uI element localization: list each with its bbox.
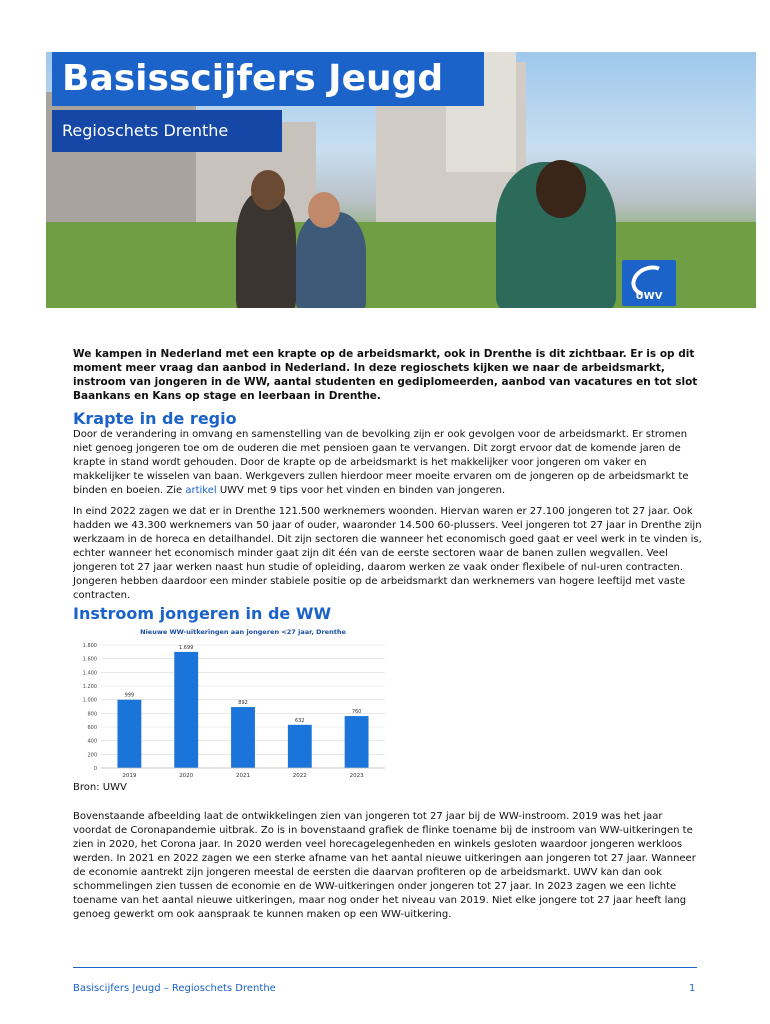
bar <box>117 700 141 768</box>
krapte-paragraph-2: In eind 2022 zagen we dat er in Drenthe 121.500 werknemers woonden. Hiervan waren er 27.100 jongeren tot 27 jaar. Ook hadden we 43.300 werknemers van 50 jaar of ouder, waaronder 14.500 60-plussers. Veel jongeren tot 27 jaar in Drenthe zijn werkzaam in de horeca en detailhandel. Dit zijn sectoren die wanneer het economisch goed gaat er veel werk in te vinden is, echter wanneer het economisch minder gaat zijn dit één van de eerste sectoren waar de banen zullen wegvallen. Veel jongeren tot 27 jaar werken naast hun studie of opleiding, daarom werken ze vaak onder flexibele of nul-uren contracten. Jongeren hebben daardoor een minder stabiele positie op de arbeidsmarkt dan werknemers van hogere leeftijd met vaste contracten. <box>73 506 702 601</box>
data-label: 892 <box>238 700 248 707</box>
x-tick-label: 2022 <box>292 773 307 779</box>
chart-source: Bron: UWV <box>73 782 127 793</box>
bar <box>231 707 255 768</box>
bar <box>288 725 312 768</box>
krapte-text-before-link: Door de verandering in omvang en samenstelling van de bevolking zijn er ook gevolgen voor de arbeidsmarkt. Er stromen niet genoeg jongeren toe om de ouderen die met pensioen gaan te vervangen. Dit zorgt ervoor dat de komende jaren de krapte in stand wordt gehouden. Door de krapte op de arbeidsmarkt is het makkelijker voor jongeren om vaker en makkelijker te wisselen van baan. Werkgevers zullen hierdoor meer moeite ervaren om de jongeren op de arbeidsmarkt te binden en boeien. Zie <box>73 429 689 496</box>
uwv-logo-text: UWV <box>635 291 663 302</box>
footer-divider <box>73 967 697 968</box>
krapte-text-after-link: UWV met 9 tips voor het vinden en binden van jongeren. <box>216 485 506 496</box>
y-tick-label: 1.800 <box>82 643 97 649</box>
x-tick-label: 2021 <box>236 773 250 779</box>
x-tick-label: 2023 <box>349 773 364 779</box>
data-label: 1.699 <box>179 644 194 651</box>
y-tick-label: 600 <box>87 725 97 731</box>
instroom-paragraph: Bovenstaande afbeelding laat de ontwikkelingen zien van jongeren tot 27 jaar bij de WW-instroom. 2019 was het jaar voordat de Coronapandemie uitbrak. Zo is in bovenstaand grafiek de flinke toename bij de instroom van WW-uitkeringen te zien in 2020, het Corona jaar. In 2020 werden veel horecagelegenheden en winkels gesloten waardoor jongeren werkloos werden. In 2021 en 2022 zagen we een sterke afname van het aantal nieuwe uitkeringen aan jongeren tot 27 jaar. Wanneer de economie aantrekt zijn jongeren meestal de eersten die daarvan profiteren op de arbeidsmarkt. UWV kan dan ook schommelingen zien tussen de economie en de WW-uitkeringen onder jongeren tot 27 jaar. In 2023 zagen we een lichte toename van het aantal nieuwe uitkeringen, maar nog onder het niveau van 2019. Niet elke jongere tot 27 jaar heeft lang genoeg gewerkt om ook aanspraak te kunnen maken op een WW-uitkering. <box>73 811 696 920</box>
bar <box>345 716 369 768</box>
y-tick-label: 200 <box>87 752 97 759</box>
page-subtitle: Regioschets Drenthe <box>52 110 282 152</box>
person-head <box>251 170 285 210</box>
y-tick-label: 1.000 <box>82 697 97 704</box>
ww-instroom-chart <box>73 625 393 783</box>
y-tick-label: 800 <box>87 711 97 718</box>
y-tick-label: 1.400 <box>82 670 97 677</box>
y-tick-label: 0 <box>93 766 97 772</box>
section-heading-instroom: Instroom jongeren in de WW <box>73 604 332 623</box>
bar <box>174 652 198 768</box>
page-title: Basisscijfers Jeugd <box>52 52 484 106</box>
footer-text: Basiscijfers Jeugd – Regioschets Drenthe <box>73 983 276 994</box>
x-tick-label: 2020 <box>179 773 194 779</box>
data-label: 760 <box>351 709 362 716</box>
intro-paragraph: We kampen in Nederland met een krapte op de arbeidsmarkt, ook in Drenthe is dit zichtbaar. Er is op dit moment meer vraag dan aanbod in Nederland. In deze regioschets kijken we naar de arbeidsmarkt, instroom van jongeren in de WW, aantal studenten en gediplomeerden, aanbod van vacatures en tot slot Baankans en Kans op stage en leerbaan in Drenthe. <box>73 348 698 402</box>
uwv-logo <box>622 260 676 306</box>
krapte-paragraph-1 <box>73 428 703 498</box>
y-tick-label: 1.200 <box>82 684 97 690</box>
chart-svg <box>73 625 393 783</box>
data-label: 999 <box>124 692 135 699</box>
section-heading-krapte: Krapte in de regio <box>73 409 237 428</box>
chart-title: Nieuwe WW-uitkeringen aan jongeren <27 jaar, Drenthe <box>140 628 346 636</box>
person <box>296 212 366 308</box>
y-tick-label: 1.600 <box>82 656 97 663</box>
artikel-link[interactable]: artikel <box>185 485 217 496</box>
page-number: 1 <box>689 983 696 994</box>
person-head <box>536 160 586 218</box>
data-label: 632 <box>295 717 305 724</box>
y-tick-label: 400 <box>87 738 97 745</box>
person-head <box>308 192 340 228</box>
x-tick-label: 2019 <box>122 773 137 779</box>
